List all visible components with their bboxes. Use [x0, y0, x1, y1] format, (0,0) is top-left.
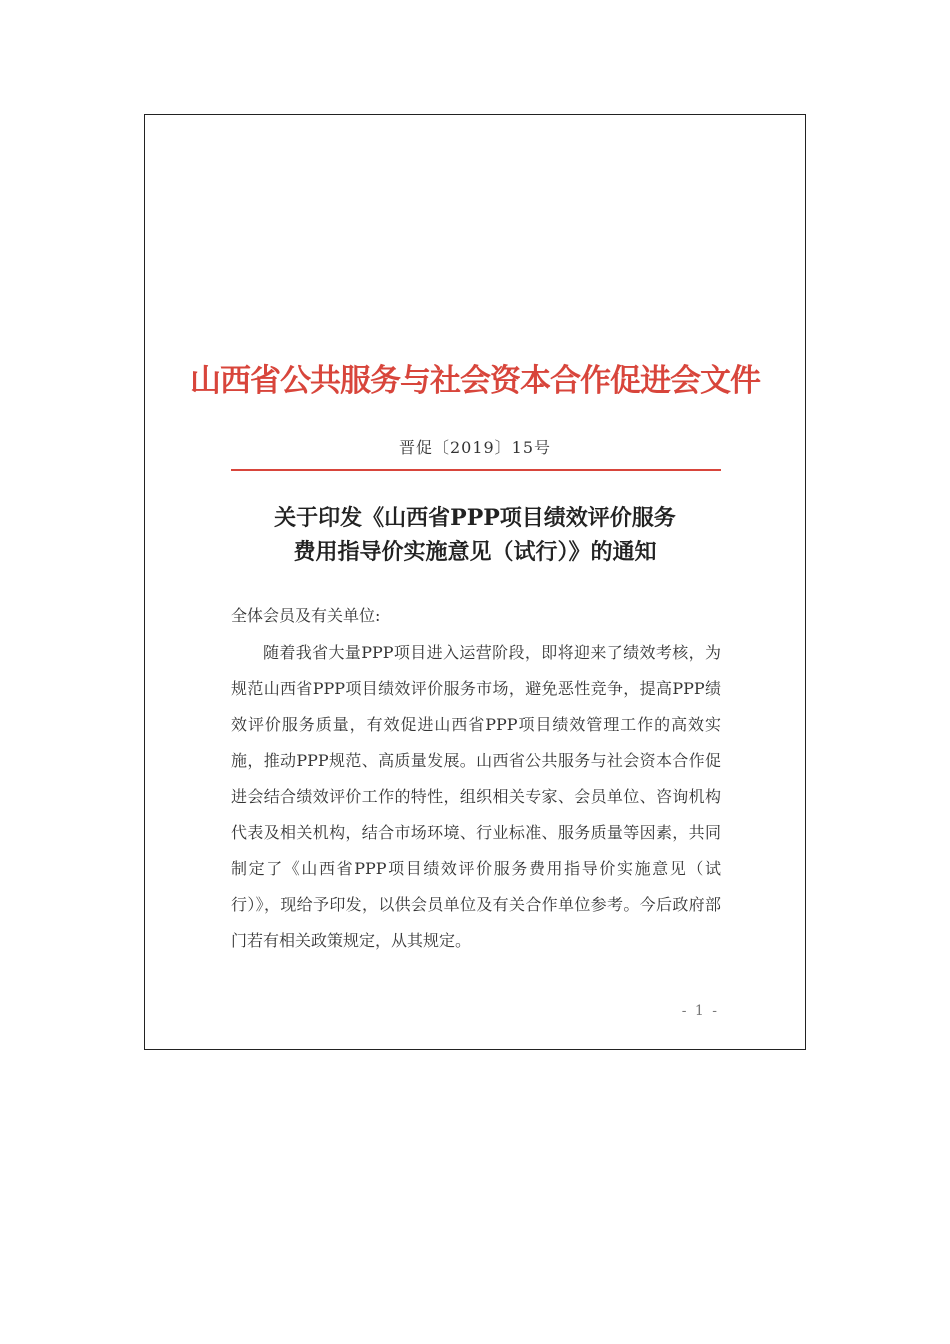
page-number: - 1 -: [681, 1003, 719, 1019]
salutation: 全体会员及有关单位:: [231, 606, 381, 625]
document-page: [144, 114, 806, 1050]
letterhead-title: 山西省公共服务与社会资本合作促进会文件: [190, 363, 760, 399]
document-title: [145, 501, 805, 569]
title-line-2: 费用指导价实施意见（试行）》的通知: [293, 539, 657, 565]
title-line-1: 关于印发《山西省PPP项目绩效评价服务: [274, 505, 676, 531]
document-number: 晋促〔2019〕15号: [398, 438, 552, 457]
red-divider: [231, 469, 721, 471]
body-paragraph: 随着我省大量PPP项目进入运营阶段，即将迎来了绩效考核，为规范山西省PPP项目绩效评价服务市场，避免恶性竞争，提高PPP绩效评价服务质量，有效促进山西省PPP项目绩效管理工作的高效实施，推动PPP规范、高质量发展。山西省公共服务与社会资本合作促进会结合绩效评价工作的特性，组织相关专家、会员单位、咨询机构代表及相关机构，结合市场环境、行业标准、服务质量等因素，共同制定了《山西省PPP项目绩效评价服务费用指导价实施意见（试行）》，现给予印发，以供会员单位及有关合作单位参考。今后政府部门若有相关政策规定，从其规定。: [231, 643, 721, 950]
